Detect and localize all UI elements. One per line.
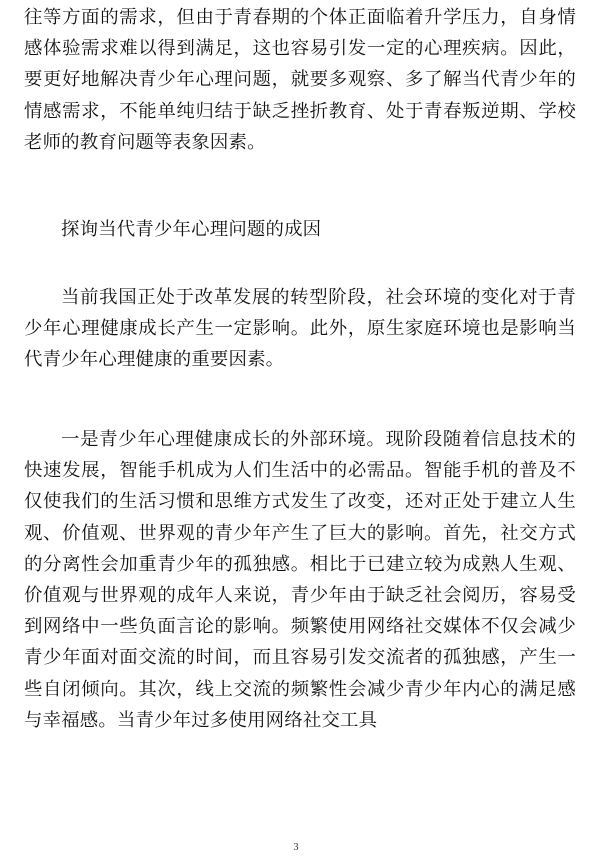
paragraph-causes-intro: 当前我国正处于改革发展的转型阶段，社会环境的变化对于青少年心理健康成长产生一定影响。此外，原生家庭环境也是影响当代青少年心理健康的重要因素。	[24, 287, 576, 371]
paragraph-external-environment: 一是青少年心理健康成长的外部环境。现阶段随着信息技术的快速发展，智能手机成为人们生活中的必需品。智能手机的普及不仅使我们的生活习惯和思维方式发生了改变，还对正处于建立人生观、价值观、世界观的青少年产生了巨大的影响。首先，社交方式的分离性会加重青少年的孤独感。相比于已建立较为成熟人生观、价值观与世界观的成年人来说，青少年由于缺乏社会阅历，容易受到网络中一些负面言论的影响。频繁使用网络社交媒体不仅会减少青少年面对面交流的时间，而且容易引发交流者的孤独感，产生一些自闭倾向。其次，线上交流的频繁性会减少青少年内心的满足感与幸福感。当青少年过多使用网络社交工具	[24, 429, 576, 731]
section-heading: 探询当代青少年心理问题的成因	[61, 219, 322, 240]
page-number: 3	[293, 842, 299, 853]
paragraph-continued: 往等方面的需求，但由于青春期的个体正面临着升学压力，自身情感体验需求难以得到满足，这也容易引发一定的心理疾病。因此，要更好地解决青少年心理问题，就要多观察、多了解当代青少年的情感需求，不能单纯归结于缺乏挫折教育、处于青春叛逆期、学校老师的教育问题等表象因素。	[24, 7, 576, 153]
